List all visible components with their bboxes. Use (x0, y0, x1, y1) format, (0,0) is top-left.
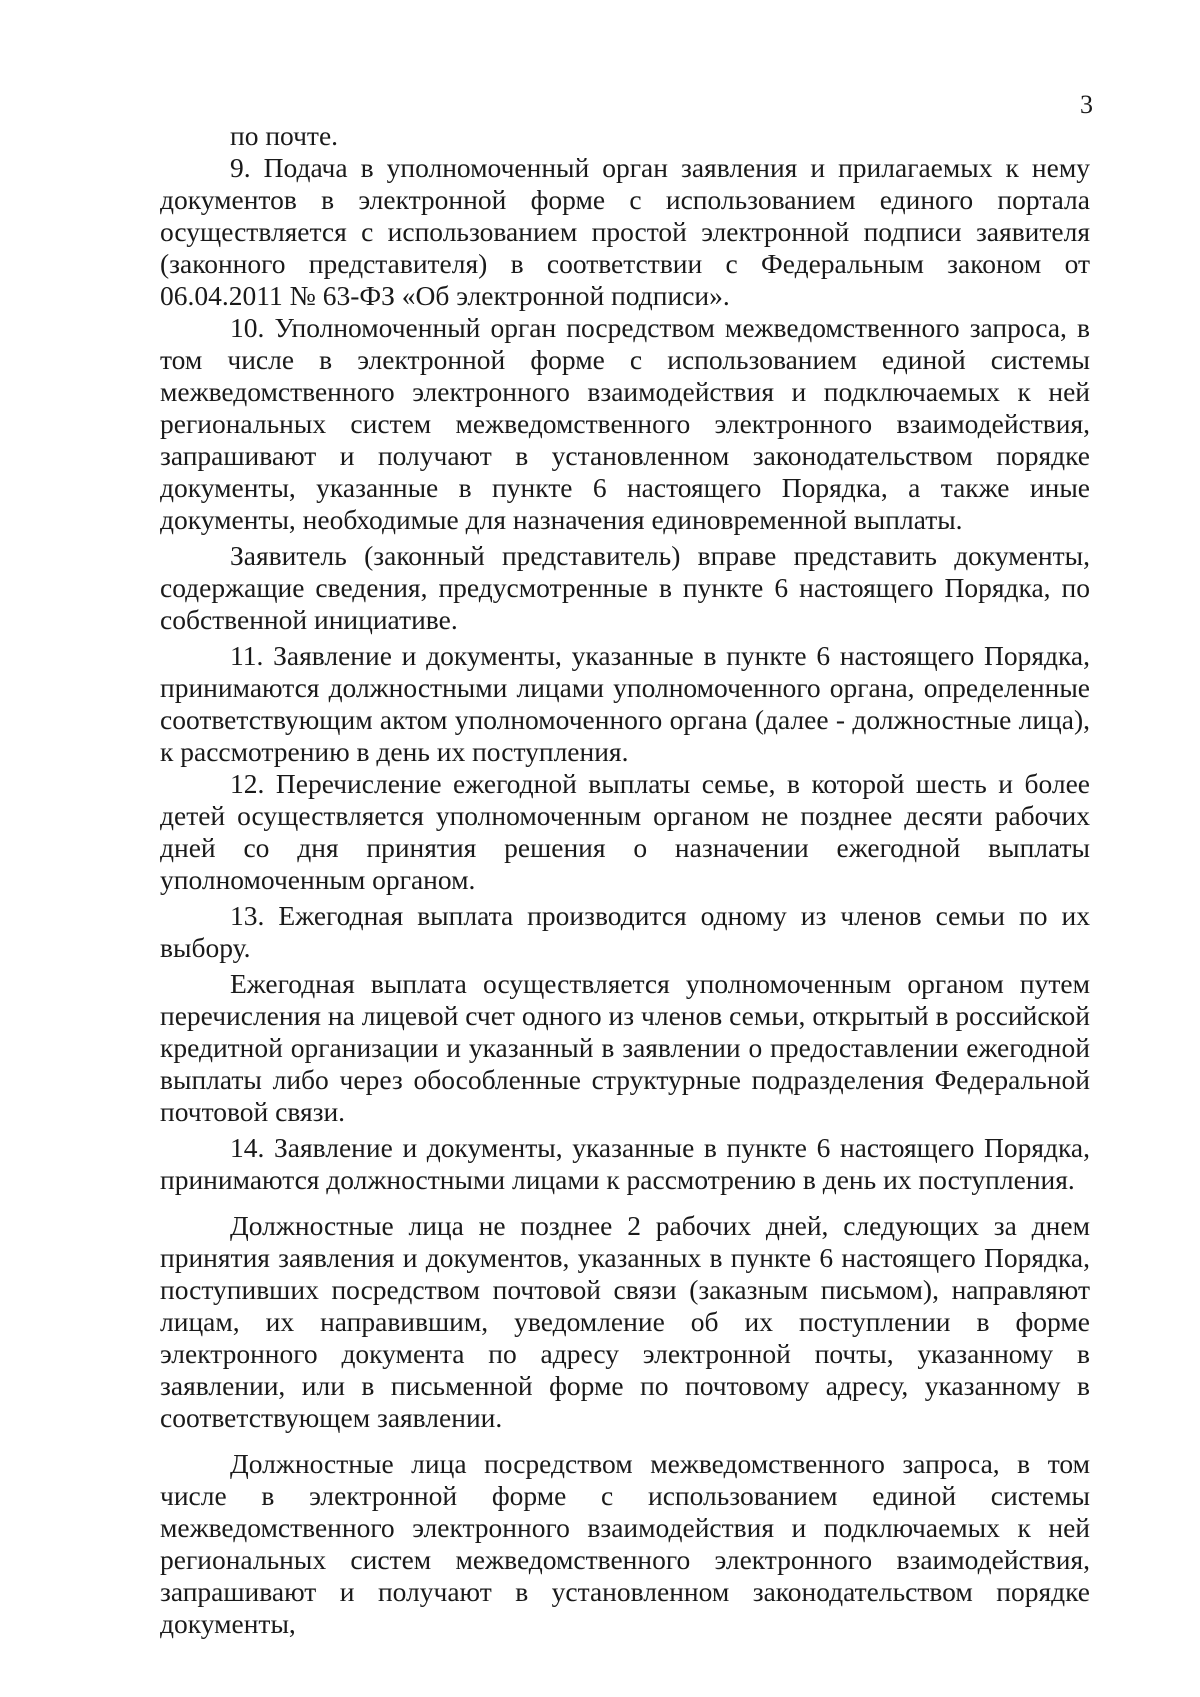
paragraph-item-14: 14. Заявление и документы, указанные в пункте 6 настоящего Порядка, принимаются должностными лицами к рассмотрению в день их поступления. (160, 1132, 1090, 1195)
paragraph-notification: Должностные лица не позднее 2 рабочих дней, следующих за днем принятия заявления и документов, указанных в пункте 6 настоящего Порядка, поступивших посредством почтовой связи (заказным письмом), направляют лицам, их направившим, уведомление об их поступлении в форме электронного документа по адресу электронной почты, указанному в заявлении, или в письменной форме по почтовому адресу, указанному в соответствующем заявлении. (160, 1210, 1090, 1433)
paragraph-item-13: 13. Ежегодная выплата производится одному из членов семьи по их выбору. (160, 900, 1090, 963)
paragraph-continuation: по почте. (230, 120, 339, 151)
paragraph-applicant-right: Заявитель (законный представитель) вправе представить документы, содержащие сведения, предусмотренные в пункте 6 настоящего Порядка, по собственной инициативе. (160, 540, 1090, 635)
paragraph-item-10: 10. Уполномоченный орган посредством межведомственного запроса, в том числе в электронной форме с использованием единой системы межведомственного электронного взаимодействия и подключаемых к ней региональных систем межведомственного электронного взаимодействия, запрашивают и получают в установленном законодательством порядке документы, указанные в пункте 6 настоящего Порядка, а также иные документы, необходимые для назначения единовременной выплаты. (160, 312, 1090, 535)
page-number: 3 (1080, 90, 1093, 119)
paragraph-item-9: 9. Подача в уполномоченный орган заявления и прилагаемых к нему документов в электронной форме с использованием единого портала осуществляется с использованием простой электронной подписи заявителя (законного представителя) в соответствии с Федеральным законом от 06.04.2011 № 63-ФЗ «Об электронной подписи». (160, 152, 1090, 311)
paragraph-item-12: 12. Перечисление ежегодной выплаты семье, в которой шесть и более детей осуществляется уполномоченным органом не позднее десяти рабочих дней со дня принятия решения о назначении ежегодной выплаты уполномоченным органом. (160, 768, 1090, 895)
paragraph-interagency-request: Должностные лица посредством межведомственного запроса, в том числе в электронной форме с использованием единой системы межведомственного электронного взаимодействия и подключаемых к ней региональных систем межведомственного электронного взаимодействия, запрашивают и получают в установленном законодательством порядке документы, (160, 1448, 1090, 1639)
paragraph-item-11: 11. Заявление и документы, указанные в пункте 6 настоящего Порядка, принимаются должностными лицами уполномоченного органа, определенные соответствующим актом уполномоченного органа (далее - должностные лица), к рассмотрению в день их поступления. (160, 640, 1090, 767)
paragraph-payment-method: Ежегодная выплата осуществляется уполномоченным органом путем перечисления на лицевой счет одного из членов семьи, открытый в российской кредитной организации и указанный в заявлении о предоставлении ежегодной выплаты либо через обособленные структурные подразделения Федеральной почтовой связи. (160, 968, 1090, 1127)
document-body (160, 120, 1090, 1640)
